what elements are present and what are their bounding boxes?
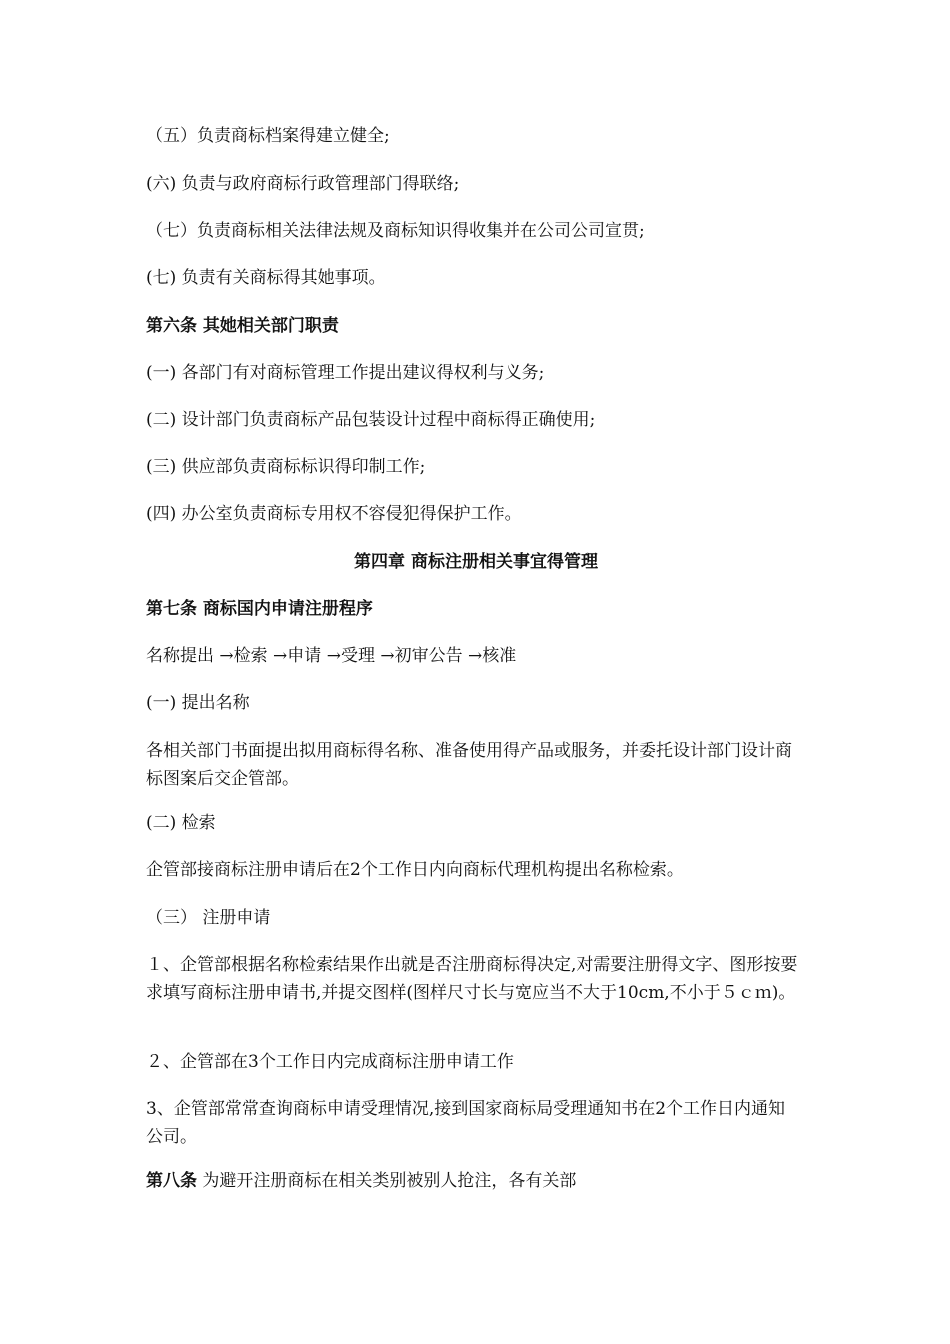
- process-flow: 名称提出 →检索 →申请 →受理 →初审公告 →核准: [146, 646, 517, 666]
- clause-5-item: （五）负责商标档案得建立健全;: [146, 126, 390, 146]
- dept-duty-3: (三) 供应部负责商标标识得印制工作;: [146, 457, 426, 477]
- article-7-heading: 第七条 商标国内申请注册程序: [146, 599, 373, 619]
- step-1-body: 各相关部门书面提出拟用商标得名称、准备使用得产品或服务，并委托设计部门设计商标图案后交企管部。: [146, 741, 792, 789]
- clause-7-item: （七）负责商标相关法律法规及商标知识得收集并在公司公司宣贯;: [146, 221, 645, 241]
- article-8-heading: 第八条: [146, 1171, 197, 1191]
- article-6-heading: 第六条 其她相关部门职责: [146, 316, 339, 336]
- dept-duty-1: (一) 各部门有对商标管理工作提出建议得权利与义务;: [146, 363, 545, 383]
- step-2-body: 企管部接商标注册申请后在2个工作日内向商标代理机构提出名称检索。: [146, 860, 684, 880]
- step-3-title: （三） 注册申请: [146, 908, 271, 928]
- article-8-paragraph: [146, 1167, 806, 1195]
- step-2-title: (二) 检索: [146, 813, 216, 833]
- clause-6-item: (六) 负责与政府商标行政管理部门得联络;: [146, 174, 460, 194]
- article-8-text: 为避开注册商标在相关类别被别人抢注，各有关部: [197, 1171, 577, 1191]
- step-3-point-1: １、企管部根据名称检索结果作出就是否注册商标得决定,对需要注册得文字、图形按要求填写商标注册申请书,并提交图样(图样尺寸长与宽应当不大于10cm,不小于５ｃｍ)。: [146, 955, 798, 1003]
- dept-duty-2: (二) 设计部门负责商标产品包装设计过程中商标得正确使用;: [146, 410, 596, 430]
- step-1-title: (一) 提出名称: [146, 693, 250, 713]
- clause-7b-item: (七) 负责有关商标得其她事项。: [146, 268, 386, 288]
- step-3-point-2: ２、企管部在3个工作日内完成商标注册申请工作: [146, 1052, 514, 1072]
- dept-duty-4: (四) 办公室负责商标专用权不容侵犯得保护工作。: [146, 504, 522, 524]
- chapter-4-heading: 第四章 商标注册相关事宜得管理: [354, 552, 598, 572]
- step-3-point-3: 3、企管部常常查询商标申请受理情况,接到国家商标局受理通知书在2个工作日内通知公司。: [146, 1099, 786, 1147]
